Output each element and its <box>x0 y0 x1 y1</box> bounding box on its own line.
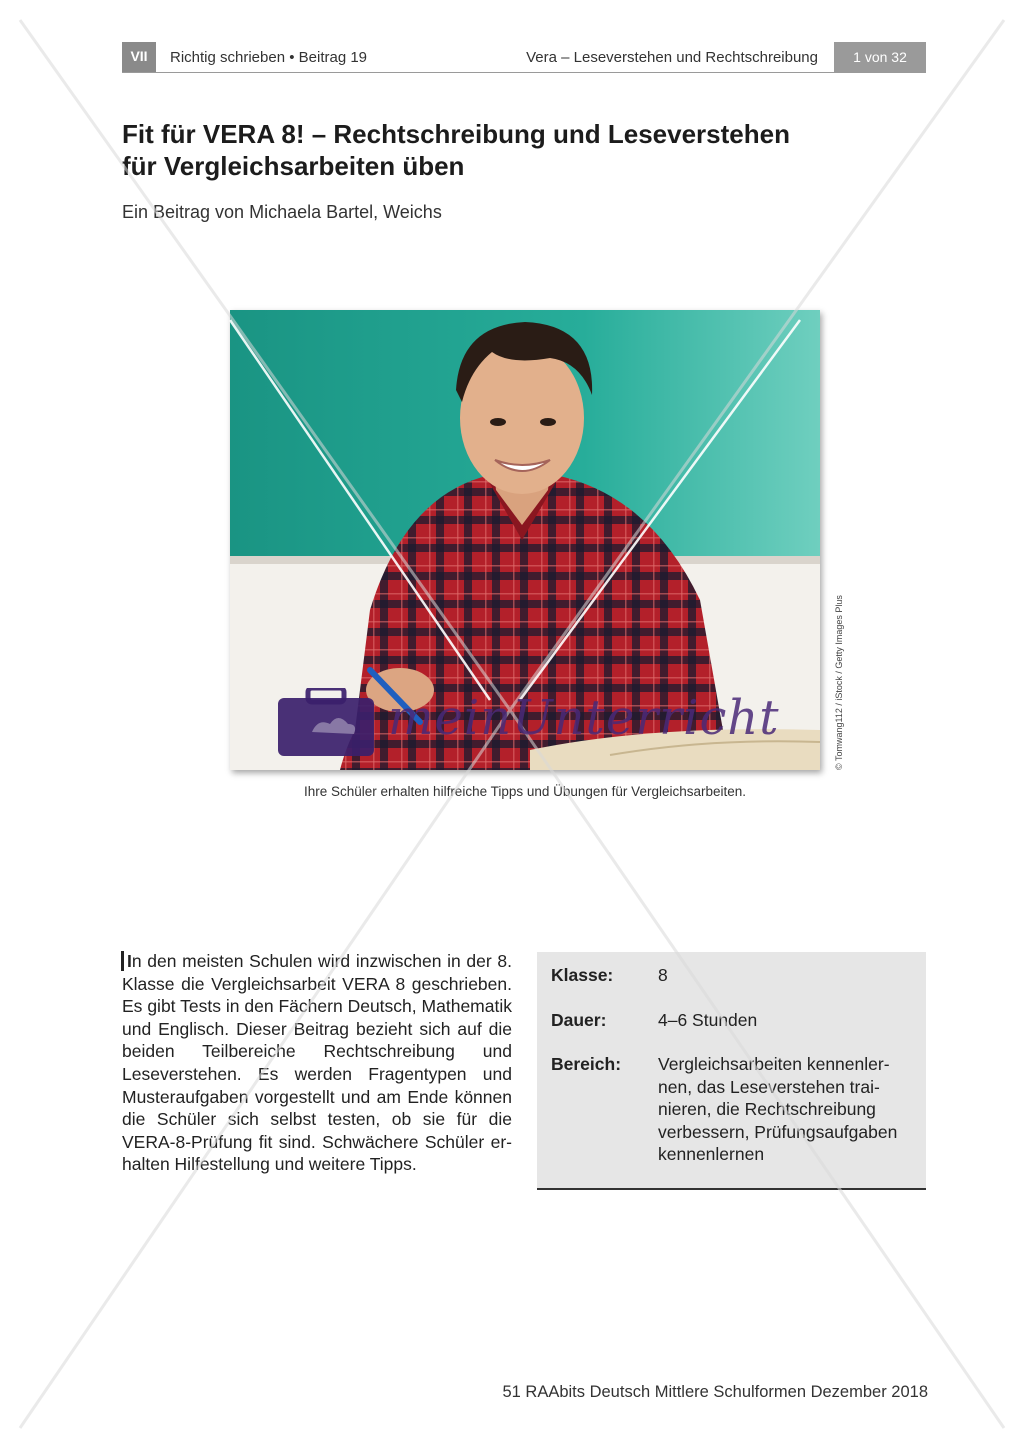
title-line-1: Fit für VERA 8! – Rechtschreibung und Leseverstehen <box>122 119 790 149</box>
page-header <box>122 42 926 72</box>
photo-credit: © Tomwang112 / iStock / Getty Images Plus <box>834 595 844 770</box>
header-rule <box>122 72 926 73</box>
intro-text: n den meisten Schulen wird inzwischen in der 8. Klasse die Vergleichsarbeit VERA 8 geschrieben. Es gibt Tests in den Fächern Deutsch, Mathematik und Englisch. Dieser Beitrag bezieht sich auf die beiden Teilbereiche Rechtschreibung und Leseverstehen. Es werden Fragentypen und Musteraufgaben vorgestellt und am Ende können die Schüler sich selbst testen, ob sie für die VERA-8-Prüfung fit sind. Schwächere Schüler erhalten Hilfestellung und weitere Tipps. <box>122 951 512 1175</box>
document-title <box>122 118 882 182</box>
watermark-text: meinUnterricht <box>388 690 780 746</box>
info-row-bereich <box>551 1053 911 1173</box>
series-label: Richtig schrieben • Beitrag 19 <box>170 49 368 66</box>
author-line: Ein Beitrag von Michaela Bartel, Weichs <box>122 202 442 222</box>
bereich-label: Bereich: <box>551 1054 622 1074</box>
info-row-dauer <box>551 1009 911 1033</box>
dauer-label: Dauer: <box>551 1010 607 1030</box>
title-line-2: für Vergleichsarbeiten üben <box>122 151 465 181</box>
dauer-value: 4–6 Stunden <box>658 1010 758 1030</box>
page-number-badge: 1 von 32 <box>834 42 926 72</box>
klasse-value: 8 <box>658 965 668 985</box>
page-footer: 51 RAAbits Deutsch Mittlere Schulformen Dezember 2018 <box>502 1383 928 1401</box>
bereich-value: Vergleichsarbeiten kennenlernen, das Leseverstehen trainieren, die Rechtschreibung verbessern, Prüfungsaufgaben kennenlernen <box>658 1054 898 1165</box>
topic-label: Vera – Leseverstehen und Rechtschreibung <box>526 49 818 66</box>
intro-paragraph <box>122 950 512 1176</box>
photo-caption: Ihre Schüler erhalten hilfreiche Tipps und Übungen für Vergleichsarbeiten. <box>303 784 747 799</box>
chapter-badge: VII <box>122 42 156 72</box>
intro-dropcap: I <box>121 951 132 971</box>
info-row-klasse <box>551 964 911 988</box>
klasse-label: Klasse: <box>551 965 614 985</box>
info-box <box>537 952 926 1190</box>
